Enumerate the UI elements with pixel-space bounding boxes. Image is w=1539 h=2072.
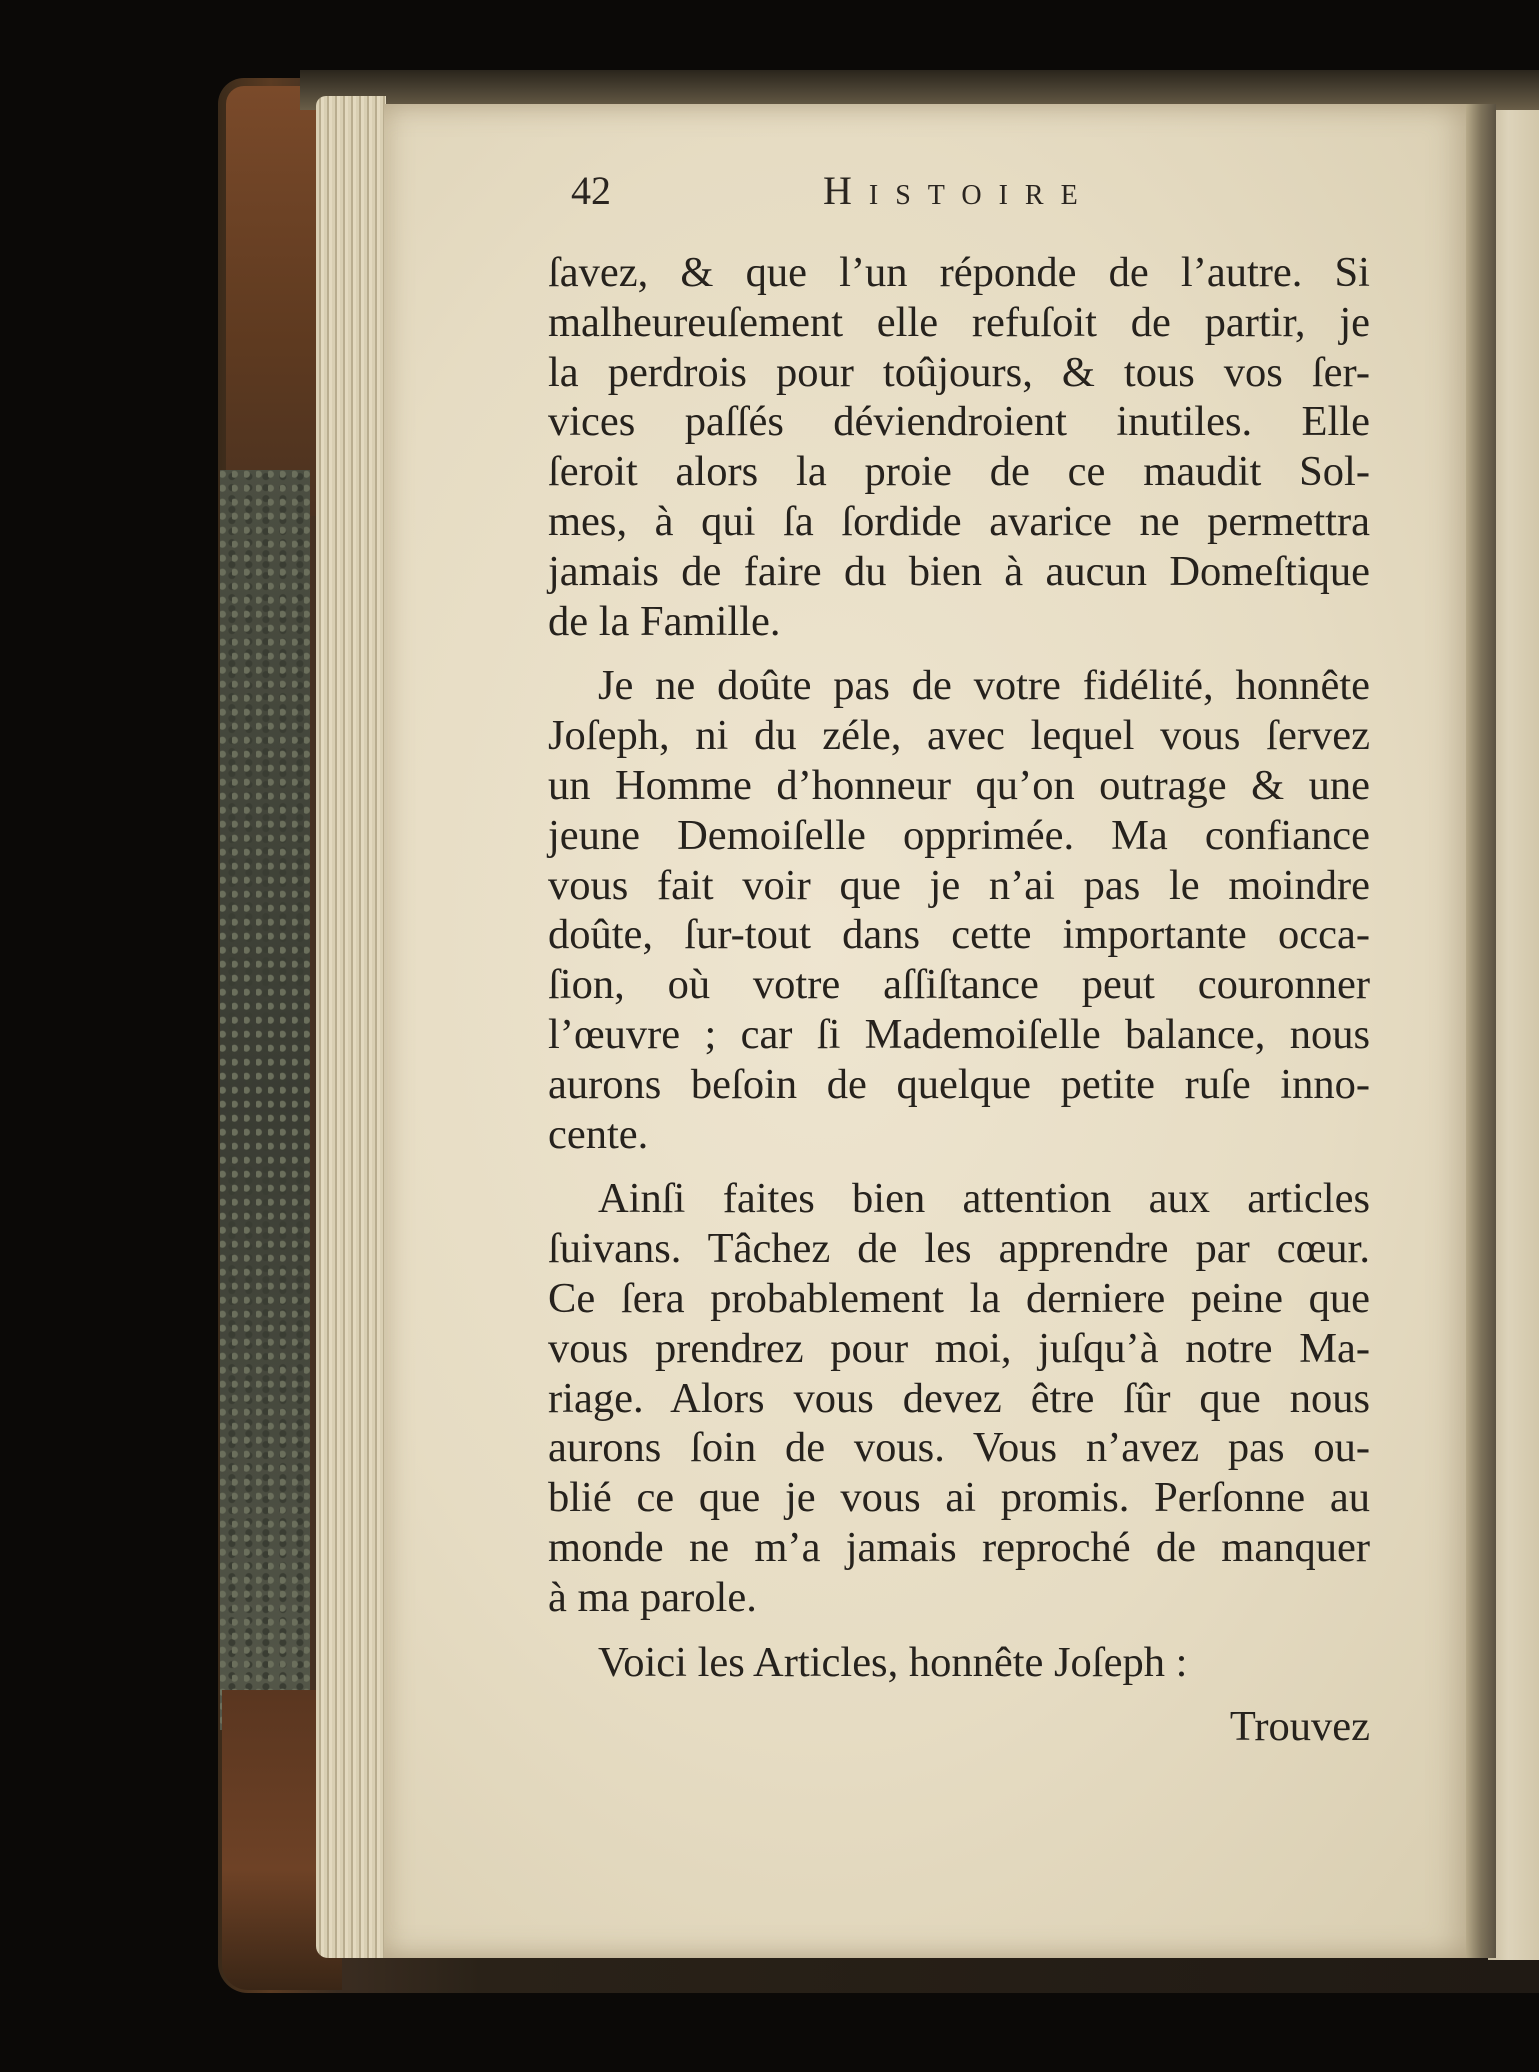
text-line: doûte, ſur-tout dans cette importante occa-	[548, 911, 1370, 959]
text-line: aurons beſoin de quelque petite ruſe inno-	[548, 1060, 1370, 1108]
page-stack-edges	[316, 96, 386, 1958]
text-line: blié ce que je vous ai promis. Perſonne au	[548, 1474, 1370, 1522]
text-line: Voici les Articles, honnête Joſeph :	[598, 1638, 1188, 1686]
marbled-board	[220, 470, 310, 1730]
text-line: la perdrois pour toûjours, & tous vos ſer-	[548, 348, 1370, 396]
text-line: aurons ſoin de vous. Vous n’avez pas ou-	[548, 1424, 1370, 1472]
text-line: monde ne m’a jamais reproché de manquer	[548, 1523, 1370, 1571]
paragraph	[548, 248, 1370, 646]
page-number: 42	[571, 168, 611, 213]
paragraph	[548, 1174, 1370, 1622]
running-title: Histoire	[823, 168, 1095, 213]
text-line: vices paſſés déviendroient inutiles. Elle	[548, 398, 1370, 446]
text-line: ſuivans. Tâchez de les apprendre par cœur.	[548, 1225, 1370, 1273]
text-line: Ainſi faites bien attention aux articles	[598, 1175, 1370, 1223]
paragraph	[548, 661, 1370, 1159]
text-line: ſavez, & que l’un réponde de l’autre. Si	[548, 249, 1370, 296]
text-line: jamais de faire du bien à aucun Domeſtique	[548, 547, 1370, 595]
body-text	[548, 248, 1370, 1752]
text-line: vous prendrez pour moi, juſqu’à notre Ma-	[548, 1324, 1370, 1372]
text-line: à ma parole.	[548, 1573, 757, 1621]
text-line: vous fait voir que je n’ai pas le moindre	[548, 861, 1370, 909]
text-line: malheureuſement elle refuſoit de partir, je	[548, 298, 1370, 346]
text-line: un Homme d’honneur qu’on outrage & une	[548, 761, 1370, 809]
page-gutter	[1466, 104, 1496, 1958]
text-line: Je ne doûte pas de votre fidélité, honnête	[598, 662, 1370, 710]
text-line: Joſeph, ni du zéle, avec lequel vous ſervez	[548, 712, 1370, 760]
text-line: jeune Demoiſelle opprimée. Ma confiance	[548, 811, 1370, 859]
text-line: riage. Alors vous devez être ſûr que nous	[548, 1374, 1370, 1422]
text-line: cente.	[548, 1110, 649, 1158]
text-line: ſion, où votre aſſiſtance peut couronner	[548, 961, 1370, 1009]
catchword: Trouvez	[1229, 1703, 1370, 1751]
text-line: Ce ſera probablement la derniere peine que	[548, 1274, 1370, 1322]
text-line: de la Famille.	[548, 597, 781, 645]
text-line: l’œuvre ; car ſi Mademoiſelle balance, nous	[548, 1010, 1370, 1058]
text-line: ſeroit alors la proie de ce maudit Sol-	[548, 448, 1370, 496]
text-line: mes, à qui ſa ſordide avarice ne permettra	[548, 497, 1370, 545]
paragraph	[548, 1638, 1370, 1688]
